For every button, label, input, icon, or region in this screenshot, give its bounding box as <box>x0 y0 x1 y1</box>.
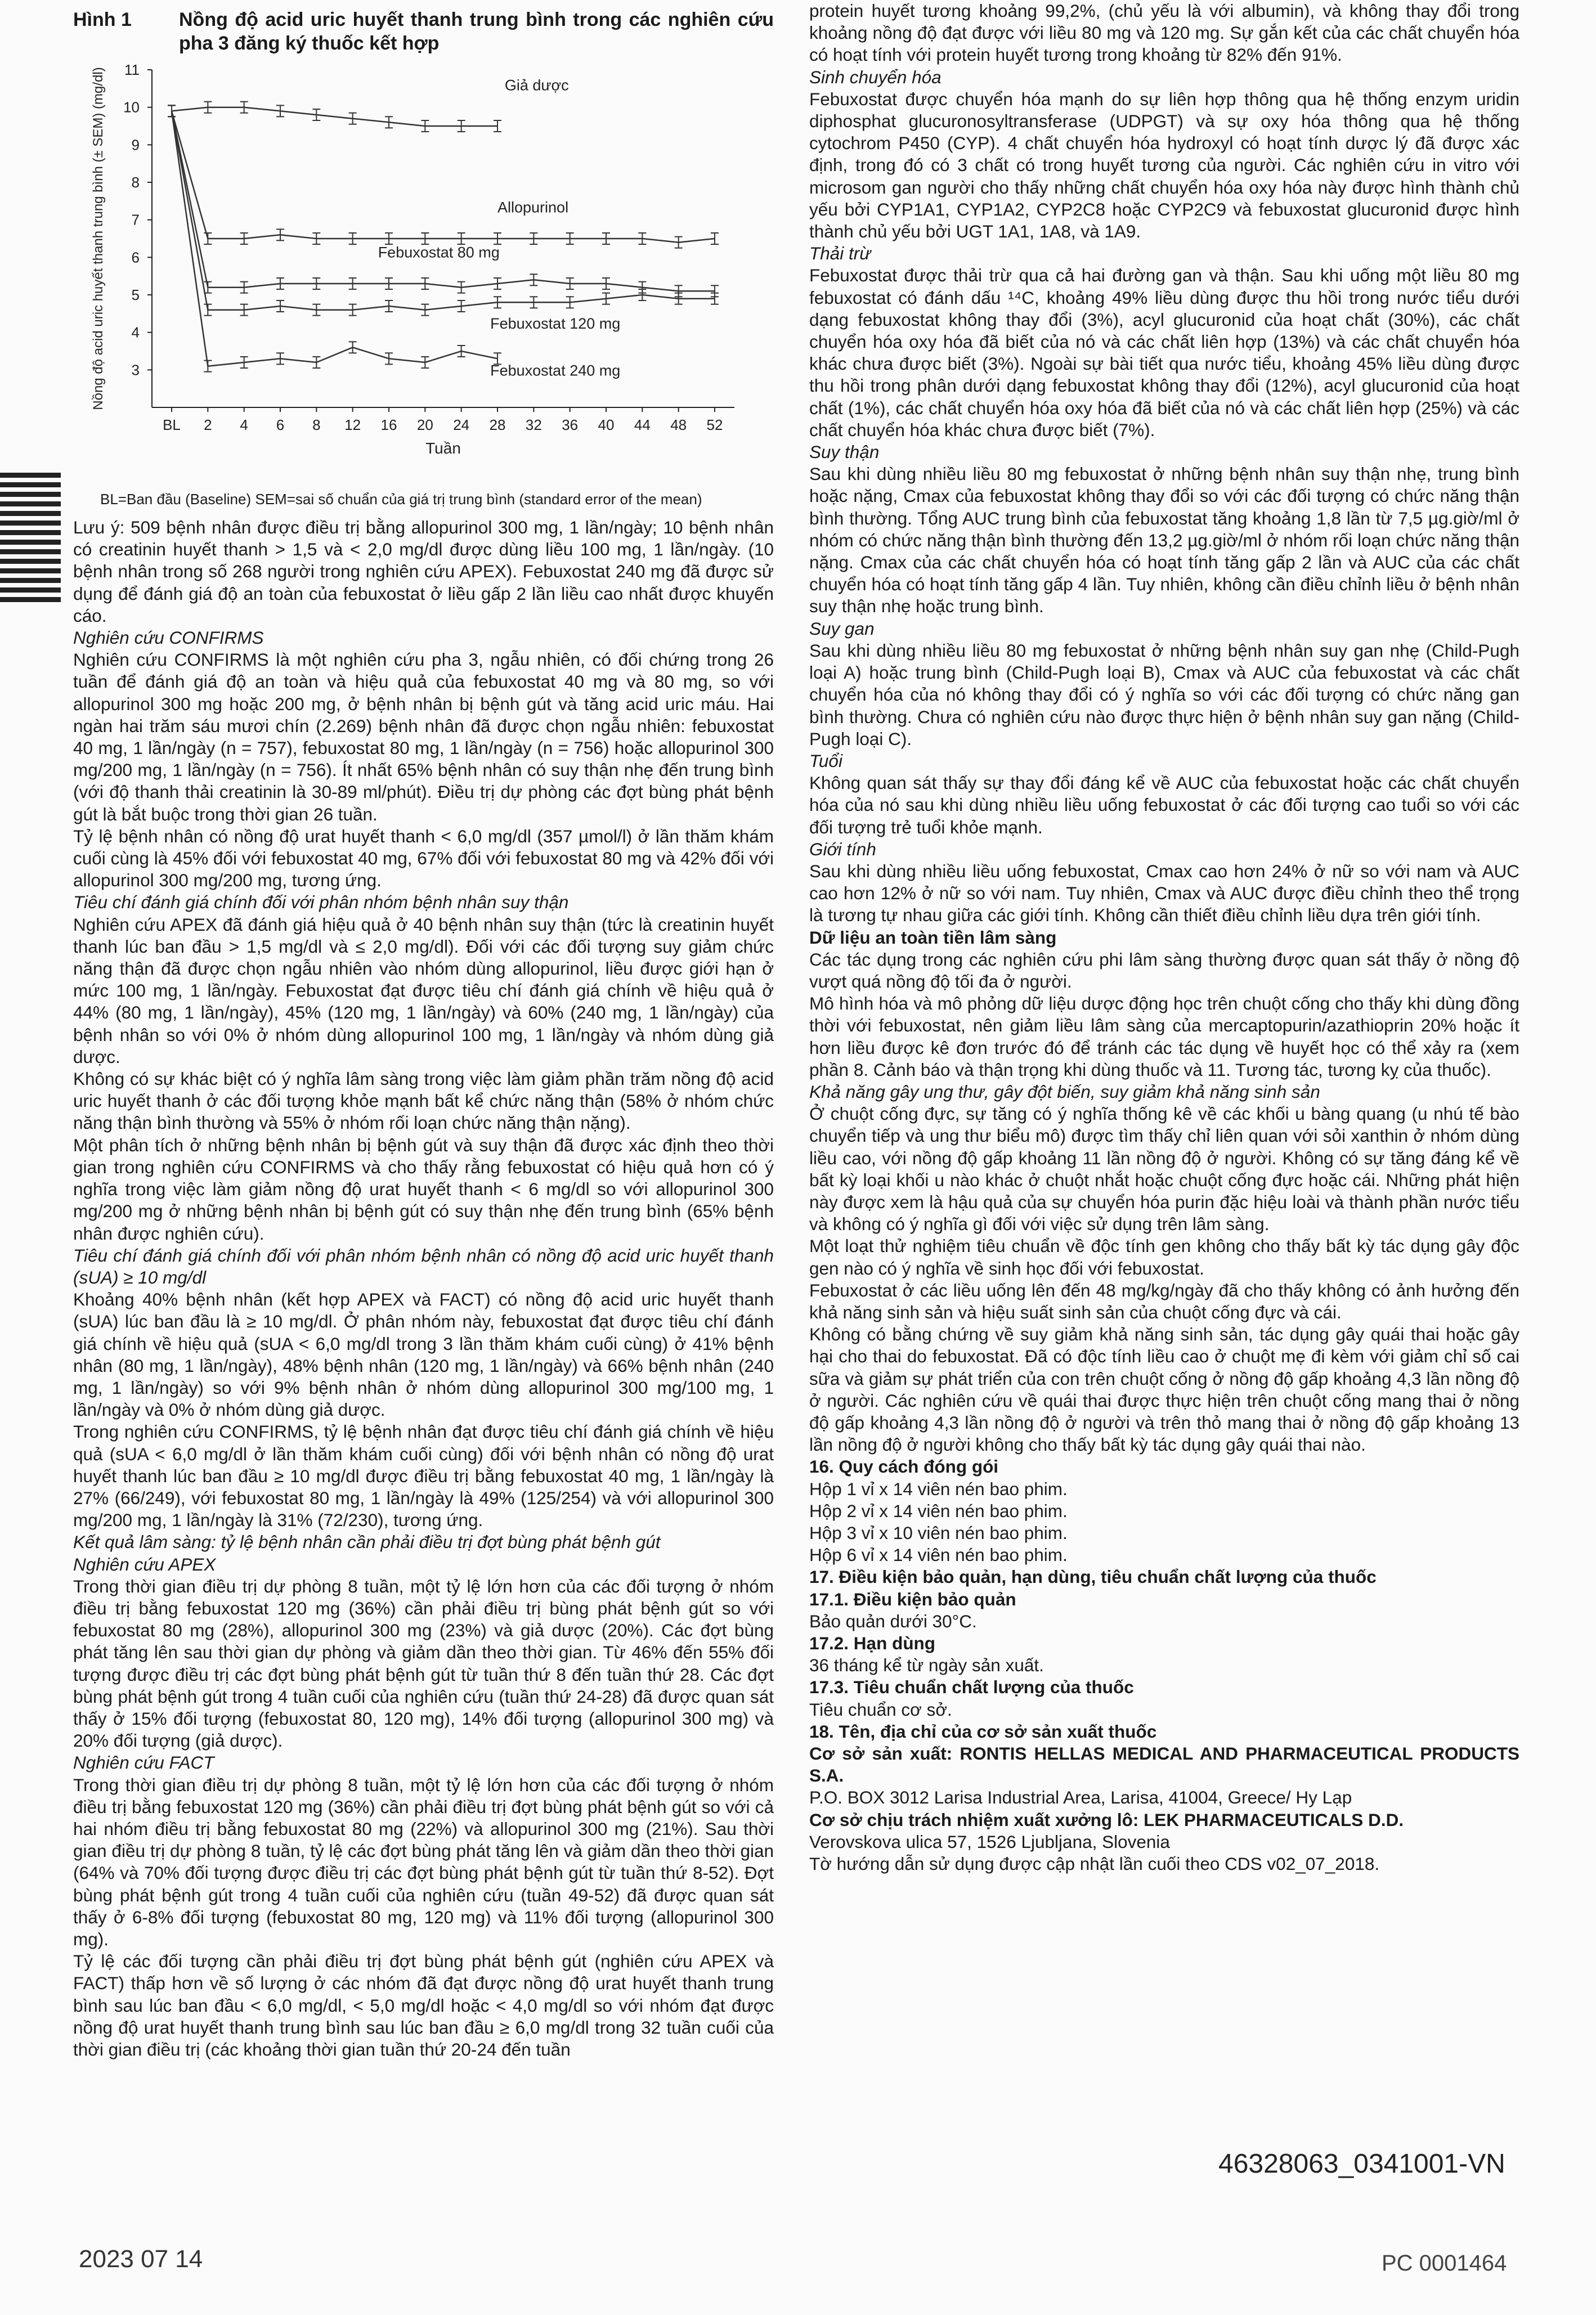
right-column <box>809 0 1519 1875</box>
figure-title: Nồng độ acid uric huyết thanh trung bình trong các nghiên cứu pha 3 đăng ký thuốc kết hợp <box>179 9 774 54</box>
paragraph: Cơ sở chịu trách nhiệm xuất xưởng lô: LEK PHARMACEUTICALS D.D. <box>809 1809 1404 1830</box>
paragraph: protein huyết tương khoảng 99,2%, (chủ yếu là với albumin), và không thay đổi trong khoảng nồng độ đạt được với liều 80 mg và 120 mg. Sự gắn kết của các chất chuyển hóa có hoạt tính với protein huyết tương trong khoảng từ 82% đến 91%. <box>809 1 1519 65</box>
paragraph: Các tác dụng trong các nghiên cứu phi lâm sàng thường được quan sát thấy ở nồng độ vượt quá nồng độ tối đa ở người. <box>809 949 1519 991</box>
paragraph: Khoảng 40% bệnh nhân (kết hợp APEX và FACT) có nồng độ acid uric huyết thanh (sUA) lúc ban đầu là ≥ 10 mg/dl. Ở phân nhóm này, febuxostat đạt được tiêu chí đánh giá chính về hiệu quả (sUA < 6,0 mg/dl trong 3 lần thăm khám cuối cùng) ở 41% bệnh nhân (80 mg, 1 lần/ngày), 48% bệnh nhân (120 mg, 1 lần/ngày) và 66% bệnh nhân (240 mg, 1 lần/ngày) so với 9% bệnh nhân ở nhóm dùng allopurinol 300 mg/100 mg, 1 lần/ngày và 0% ở nhóm dùng giả dược. <box>73 1289 774 1420</box>
paragraph: Một phân tích ở những bệnh nhân bị bệnh gút và suy thận đã được xác định theo thời gian trong nghiên cứu CONFIRMS và cho thấy rằng febuxostat có hiệu quả hơn có ý nghĩa trong việc làm giảm nồng độ urat huyết thanh < 6 mg/dl so với allopurinol 300 mg/200 mg ở những bệnh nhân bị bệnh gút có suy thận nhẹ đến trung bình (65% bệnh nhân được nghiên cứu). <box>73 1134 774 1244</box>
paragraph: Dữ liệu an toàn tiền lâm sàng <box>809 927 1057 948</box>
paragraph: Verovskova ulica 57, 1526 Ljubljana, Slovenia <box>809 1831 1170 1852</box>
y-tick-label: 5 <box>131 286 140 303</box>
left-body <box>73 517 774 2061</box>
series-line <box>172 111 715 291</box>
paragraph: Nghiên cứu CONFIRMS <box>73 627 264 648</box>
paragraph: 36 tháng kể từ ngày sản xuất. <box>809 1655 1044 1676</box>
paragraph: 16. Quy cách đóng gói <box>809 1456 999 1477</box>
series-label: Allopurinol <box>497 199 569 216</box>
y-tick-label: 6 <box>131 249 140 266</box>
x-tick-label: 20 <box>416 416 433 433</box>
x-axis-label: Tuần <box>425 439 461 457</box>
x-tick-label: 32 <box>525 416 542 433</box>
paragraph: Hộp 1 vỉ x 14 viên nén bao phim. <box>809 1478 1068 1499</box>
paragraph: Sau khi dùng nhiều liều 80 mg febuxostat ở những bệnh nhân suy thận nhẹ, trung bình hoặc nặng, Cmax của febuxostat không thay đổi so với các đối tượng có chức năng thận bình thường. Tổng AUC trung bình của febuxostat tăng khoảng 1,8 lần từ 7,5 µg.giờ/ml ở nhóm có chức năng thận bình thường đến 13,2 µg.giờ/ml ở nhóm rối loạn chức năng thận nặng. Cmax của các chất chuyển hóa có hoạt tính tăng gấp 2 lần và AUC của các chất chuyển hóa có hoạt tính tăng gấp 4 lần. Tuy nhiên, không cần điều chỉnh liều ở bệnh nhân suy thận nhẹ hoặc trung bình. <box>809 464 1519 617</box>
x-tick-label: BL <box>163 416 181 433</box>
figure-legend-note: BL=Ban đầu (Baseline) SEM=sai số chuẩn của giá trị trung bình (standard error of the mean) <box>100 491 702 508</box>
print-date: 2023 07 14 <box>79 2245 203 2273</box>
paragraph: Không quan sát thấy sự thay đổi đáng kể về AUC của febuxostat hoặc các chất chuyển hóa của nó sau khi dùng nhiều liều uống febuxostat ở các đối tượng cao tuổi so với các đối tượng trẻ tuổi khỏe mạnh. <box>809 773 1519 837</box>
paragraph: Tờ hướng dẫn sử dụng được cập nhật lần cuối theo CDS v02_07_2018. <box>809 1854 1380 1874</box>
paragraph: Tiêu chí đánh giá chính đối với phân nhóm bệnh nhân có nồng độ acid uric huyết thanh (sUA) ≥ 10 mg/dl <box>73 1245 774 1287</box>
paragraph: Sau khi dùng nhiều liều uống febuxostat, Cmax cao hơn 24% ở nữ so với nam và AUC cao hơn 12% ở nữ so với nam. Tuy nhiên, Cmax và AUC được điều chỉnh theo thể trọng là tương tự nhau giữa các giới tính. Không cần thiết điều chỉnh liều dựa trên giới tính. <box>809 860 1519 926</box>
left-column <box>73 0 774 2061</box>
paragraph: Trong nghiên cứu CONFIRMS, tỷ lệ bệnh nhân đạt được tiêu chí đánh giá chính về hiệu quả (sUA < 6,0 mg/dl ở lần thăm khám cuối cùng) đối với bệnh nhân có nồng độ urat huyết thanh lúc ban đầu ≥ 10 mg/dl được điều trị bằng febuxostat 40 mg, 1 lần/ngày là 27% (66/249), với febuxostat 80 mg, 1 lần/ngày là 49% (125/254) và với allopurinol 300 mg/200 mg, 1 lần/ngày là 31% (72/230), tương ứng. <box>73 1421 774 1531</box>
paragraph: Kết quả lâm sàng: tỷ lệ bệnh nhân cần phải điều trị đợt bùng phát bệnh gút <box>73 1532 661 1553</box>
paragraph: Nghiên cứu APEX <box>73 1554 216 1574</box>
uric-acid-chart <box>73 59 774 486</box>
pc-code: PC 0001464 <box>1382 2251 1507 2276</box>
paragraph: Một loạt thử nghiệm tiêu chuẩn về độc tính gen không cho thấy bất kỳ tác dụng gây độc gen nào có ý nghĩa về sinh học đối với febuxostat. <box>809 1236 1519 1278</box>
paragraph: P.O. BOX 3012 Larisa Industrial Area, Larisa, 41004, Greece/ Hy Lạp <box>809 1787 1352 1808</box>
series-label: Giả dược <box>504 77 569 94</box>
paragraph: Cơ sở sản xuất: RONTIS HELLAS MEDICAL AND PHARMACEUTICAL PRODUCTS S.A. <box>809 1743 1519 1786</box>
paragraph: Trong thời gian điều trị dự phòng 8 tuần, một tỷ lệ lớn hơn của các đối tượng ở nhóm điều trị bằng febuxostat 120 mg (36%) cần phải điều trị bùng phát bệnh gút so với febuxostat 80 mg (28%), allopurinol 300 mg (23%) và giả dược (20%). Các đợt bùng phát tăng lên sau thời gian dự phòng và giảm dần theo thời gian. Từ 46% đến 55% đối tượng được điều trị các đợt bùng phát bệnh gút từ tuần thứ 8 đến tuần thứ 28. Các đợt bùng phát bệnh gút trong 4 tuần cuối của nghiên cứu (tuần thứ 24-28) đã được quan sát thấy ở 15% đối tượng (febuxostat 80, 120 mg), 14% đối tượng (allopurinol 300 mg) và 20% đối tượng (giả dược). <box>73 1576 774 1751</box>
paragraph: 17.1. Điều kiện bảo quản <box>809 1589 1016 1609</box>
paragraph: Febuxostat được chuyển hóa mạnh do sự liên hợp thông qua hệ thống enzym uridin diphosphat glucuronosyltransferase (UDPGT) và sự oxy hóa thông qua hệ thống cytochrom P450 (CYP). 4 chất chuyển hóa hydroxyl có hoạt tính dược lý đã được xác định, trong đó có 3 chất có trong huyết tương của người. Các nghiên cứu in vitro với microsom gan người cho thấy những chất chuyển hóa oxy hóa này được hình thành chủ yếu bởi CYP1A1, CYP1A2, CYP2C8 hoặc CYP2C9 và febuxostat glucuronid được hình thành chủ yếu bởi UGT 1A1, 1A8, và 1A9. <box>809 88 1519 242</box>
figure-caption <box>73 8 774 55</box>
x-tick-label: 6 <box>276 416 285 433</box>
paragraph: Tỷ lệ bệnh nhân có nồng độ urat huyết thanh < 6,0 mg/dl (357 µmol/l) ở lần thăm khám cuối cùng là 45% đối với febuxostat 40 mg, 67% đối với febuxostat 80 mg và 42% đối với allopurinol 300 mg/200 mg, tương ứng. <box>73 825 774 891</box>
paragraph: Hộp 6 vỉ x 14 viên nén bao phim. <box>809 1545 1068 1565</box>
x-tick-label: 52 <box>706 416 723 433</box>
y-tick-label: 7 <box>131 211 140 228</box>
paragraph: Bảo quản dưới 30°C. <box>809 1610 977 1631</box>
paragraph: Lưu ý: 509 bệnh nhân được điều trị bằng allopurinol 300 mg, 1 lần/ngày; 10 bệnh nhân có creatinin huyết thanh > 1,5 và < 2,0 mg/dl được dùng liều 100 mg, 1 lần/ngày. (10 bệnh nhân trong số 268 người trong nghiên cứu APEX). Febuxostat 240 mg đã được sử dụng để đánh giá độ an toàn của febuxostat ở liều gấp 2 lần liều cao nhất được khuyến cáo. <box>73 517 774 626</box>
series-label: Febuxostat 80 mg <box>378 244 500 261</box>
x-tick-label: 16 <box>380 416 397 433</box>
paragraph: Trong thời gian điều trị dự phòng 8 tuần, một tỷ lệ lớn hơn của các đối tượng ở nhóm điều trị bằng febuxostat 120 mg (36%) cần phải điều trị đợt bùng phát bệnh gút so với cả hai nhóm điều trị bằng febuxostat 80 mg (22%) và allopurinol 300 mg (21%). Sau thời gian điều trị dự phòng 8 tuần, tỷ lệ các đợt bùng phát tăng lên và giảm dần theo thời gian (64% và 70% đối tượng được điều trị các đợt bùng phát bệnh gút từ tuần thứ 8-52). Đợt bùng phát bệnh gút trong 4 tuần cuối của nghiên cứu (tuần 49-52) đã được quan sát thấy ở 6-8% đối tượng (febuxostat 80 mg, 120 mg) và 11% đối tượng (allopurinol 300 mg). <box>73 1774 774 1949</box>
series-label: Febuxostat 240 mg <box>490 362 621 379</box>
paragraph: Khả năng gây ung thư, gây đột biến, suy giảm khả năng sinh sản <box>809 1081 1320 1102</box>
paragraph: Sinh chuyển hóa <box>809 66 942 87</box>
series-label: Febuxostat 120 mg <box>490 315 621 332</box>
y-tick-label: 9 <box>131 136 140 154</box>
paragraph: 17.3. Tiêu chuẩn chất lượng của thuốc <box>809 1677 1134 1698</box>
paragraph: Giới tính <box>809 838 876 859</box>
x-tick-label: 36 <box>562 416 579 433</box>
paragraph: Febuxostat được thải trừ qua cả hai đường gan và thận. Sau khi uống một liều 80 mg febuxostat có đánh dấu ¹⁴C, khoảng 49% liều dùng được thu hồi trong nước tiểu dưới dạng febuxostat không thay đổi (3%), acyl glucuronid của hoạt chất (30%), các chất chuyển hóa oxy hóa đã biết của nó và các chất liên hợp (13%) và các chất chuyển hóa khác chưa được biết (3%). Ngoài sự bài tiết qua nước tiểu, khoảng 45% liều dùng được thu hồi trong phân dưới dạng febuxostat không thay đổi (12%), acyl glucuronid của hoạt chất (1%), các chất chuyển hóa oxy hóa đã biết của nó và các chất liên hợp (25%) và các chất chuyển hóa khác chưa được biết (7%). <box>809 265 1519 440</box>
x-tick-label: 48 <box>670 416 687 433</box>
paragraph: 17.2. Hạn dùng <box>809 1633 936 1654</box>
y-tick-label: 10 <box>123 98 140 116</box>
paragraph: Mô hình hóa và mô phỏng dữ liệu dược động học trên chuột cống cho thấy khi dùng đồng thời với febuxostat, nên giảm liều lâm sàng của mercaptopurin/azathioprin 20% hoặc ít hơn liều được kê đơn trước đó để tránh các tác dụng về huyết học có thể xảy ra (xem phần 8. Cảnh báo và thận trọng khi dùng thuốc và 11. Tương tác, tương kỵ của thuốc). <box>809 993 1519 1080</box>
x-tick-label: 8 <box>312 416 321 433</box>
document-code: 46328063_0341001-VN <box>1218 2149 1505 2179</box>
paragraph: Tiêu chí đánh giá chính đối với phân nhóm bệnh nhân suy thận <box>73 892 569 913</box>
edge-barcode <box>0 473 61 607</box>
y-tick-label: 11 <box>124 61 140 78</box>
x-tick-label: 40 <box>598 416 615 433</box>
x-tick-label: 24 <box>453 416 470 433</box>
paragraph: Thải trừ <box>809 243 871 264</box>
paragraph: Nghiên cứu FACT <box>73 1752 214 1773</box>
paragraph: 17. Điều kiện bảo quản, hạn dùng, tiêu chuẩn chất lượng của thuốc <box>809 1567 1377 1587</box>
y-tick-label: 4 <box>131 324 140 341</box>
right-body <box>809 0 1519 1875</box>
series-line <box>172 107 497 126</box>
paragraph: Không có sự khác biệt có ý nghĩa lâm sàng trong việc làm giảm phần trăm nồng độ acid uric huyết thanh ở các đối tượng khỏe mạnh bất kể chức năng thận (58% ở nhóm chức năng thận bình thường và 55% ở nhóm rối loạn chức năng thận nặng). <box>73 1069 774 1133</box>
paragraph: Nghiên cứu CONFIRMS là một nghiên cứu pha 3, ngẫu nhiên, có đối chứng trong 26 tuần để đánh giá độ an toàn và hiệu quả của febuxostat 40 mg và 80 mg, so với allopurinol 300 mg hoặc 200 mg, ở bệnh nhân bị bệnh gút và tăng acid uric máu. Hai ngàn hai trăm sáu mươi chín (2.269) bệnh nhân đã được chọn ngẫu nhiên: febuxostat 40 mg, 1 lần/ngày (n = 757), febuxostat 80 mg, 1 lần/ngày (n = 756) hoặc allopurinol 300 mg/200 mg, 1 lần/ngày (n = 756). Ít nhất 65% bệnh nhân có suy thận nhẹ đến trung bình (với độ thanh thải creatinin là 30-89 ml/phút). Điều trị dự phòng các đợt bùng phát bệnh gút là bắt buộc trong thời gian 26 tuần. <box>73 649 774 824</box>
figure-number: Hình 1 <box>73 9 132 30</box>
paragraph: 18. Tên, địa chỉ của cơ sở sản xuất thuốc <box>809 1721 1157 1742</box>
y-tick-label: 8 <box>131 174 140 191</box>
paragraph: Tiêu chuẩn cơ sở. <box>809 1699 952 1720</box>
paragraph: Không có bằng chứng về suy giảm khả năng sinh sản, tác dụng gây quái thai hoặc gây hại cho thai do febuxostat. Đã có độc tính liều cao ở chuột mẹ đi kèm với giảm chỉ số cai sữa và giảm sự phát triển của con trên chuột cống ở nồng độ gấp khoảng 4,3 lần nồng độ ở người. Các nghiên cứu về quái thai được thực hiện trên chuột cống mang thai ở nồng độ gấp khoảng 4,3 lần nồng độ ở người và trên thỏ mang thai ở nồng độ gấp khoảng 13 lần nồng độ ở người không cho thấy bất kỳ tác dụng gây quái thai nào. <box>809 1324 1519 1455</box>
x-tick-label: 4 <box>240 416 248 433</box>
x-tick-label: 44 <box>634 416 651 433</box>
paragraph: Tuổi <box>809 750 842 771</box>
paragraph: Hộp 3 vỉ x 10 viên nén bao phim. <box>809 1523 1068 1544</box>
series-line <box>172 111 715 242</box>
paragraph: Hộp 2 vỉ x 14 viên nén bao phim. <box>809 1500 1068 1521</box>
paragraph: Febuxostat ở các liều uống lên đến 48 mg/kg/ngày đã cho thấy không có ảnh hưởng đến khả năng sinh sản và hiệu suất sinh sản của chuột cống đực và cái. <box>809 1280 1519 1322</box>
x-tick-label: 12 <box>344 416 361 433</box>
y-axis-label: Nồng độ acid uric huyết thanh trung bình (± SEM) (mg/dl) <box>91 67 106 410</box>
paragraph: Suy gan <box>809 618 875 639</box>
paragraph: Nghiên cứu APEX đã đánh giá hiệu quả ở 40 bệnh nhân suy thận (tức là creatinin huyết thanh lúc ban đầu > 1,5 mg/dl và ≤ 2,0 mg/dl). Đối với các đối tượng suy giảm chức năng thận đã được chọn ngẫu nhiên vào nhóm dùng allopurinol, liều được giới hạn ở mức 100 mg, 1 lần/ngày. Febuxostat đạt được tiêu chí đánh giá chính về hiệu quả ở 44% (80 mg, 1 lần/ngày), 45% (120 mg, 1 lần/ngày) và 60% (240 mg, 1 lần/ngày) của bệnh nhân so với 0% ở nhóm dùng allopurinol 100 mg, 1 lần/ngày và nhóm dùng giả dược. <box>73 914 774 1067</box>
series-line <box>172 111 715 309</box>
paragraph: Suy thận <box>809 442 880 463</box>
paragraph: Ở chuột cống đực, sự tăng có ý nghĩa thống kê về các khối u bàng quang (u nhú tế bào chuyển tiếp và ung thư biểu mô) được tìm thấy chỉ liên quan với sỏi xanthin ở nhóm dùng liều cao, với nồng độ gấp khoảng 11 lần nồng độ ở người. Không có sự tăng đáng kể về bất kỳ loại khối u nào khác ở chuột nhắt hoặc chuột cống đực hoặc cái. Những phát hiện này được xem là hậu quả của sự chuyển hóa purin đặc hiệu loài và thành phần nước tiểu và không có ý nghĩa gì đối với việc sử dụng trên lâm sàng. <box>809 1103 1519 1235</box>
paragraph: Tỷ lệ các đối tượng cần phải điều trị đợt bùng phát bệnh gút (nghiên cứu APEX và FACT) thấp hơn về số lượng ở các nhóm đã đạt được nồng độ urat huyết thanh trung bình sau lúc ban đầu < 6,0 mg/dl, < 5,0 mg/dl hoặc < 4,0 mg/dl so với nhóm đạt được nồng độ urat huyết thanh trung bình sau lúc ban đầu ≥ 6,0 mg/dl trong 32 tuần cuối của thời gian điều trị (các khoảng thời gian tuần thứ 20-24 đến tuần <box>73 1951 774 2060</box>
y-tick-label: 3 <box>131 361 140 379</box>
x-tick-label: 28 <box>489 416 506 433</box>
paragraph: Sau khi dùng nhiều liều 80 mg febuxostat ở những bệnh nhân suy gan nhẹ (Child-Pugh loại A) hoặc trung bình (Child-Pugh loại B), Cmax và AUC của febuxostat và các chất chuyển hóa của nó không thay đổi có ý nghĩa so với các đối tượng có chức năng gan bình thường. Chưa có nghiên cứu nào được thực hiện ở bệnh nhân suy gan nặng (Child-Pugh loại C). <box>809 640 1519 749</box>
x-tick-label: 2 <box>204 416 212 433</box>
